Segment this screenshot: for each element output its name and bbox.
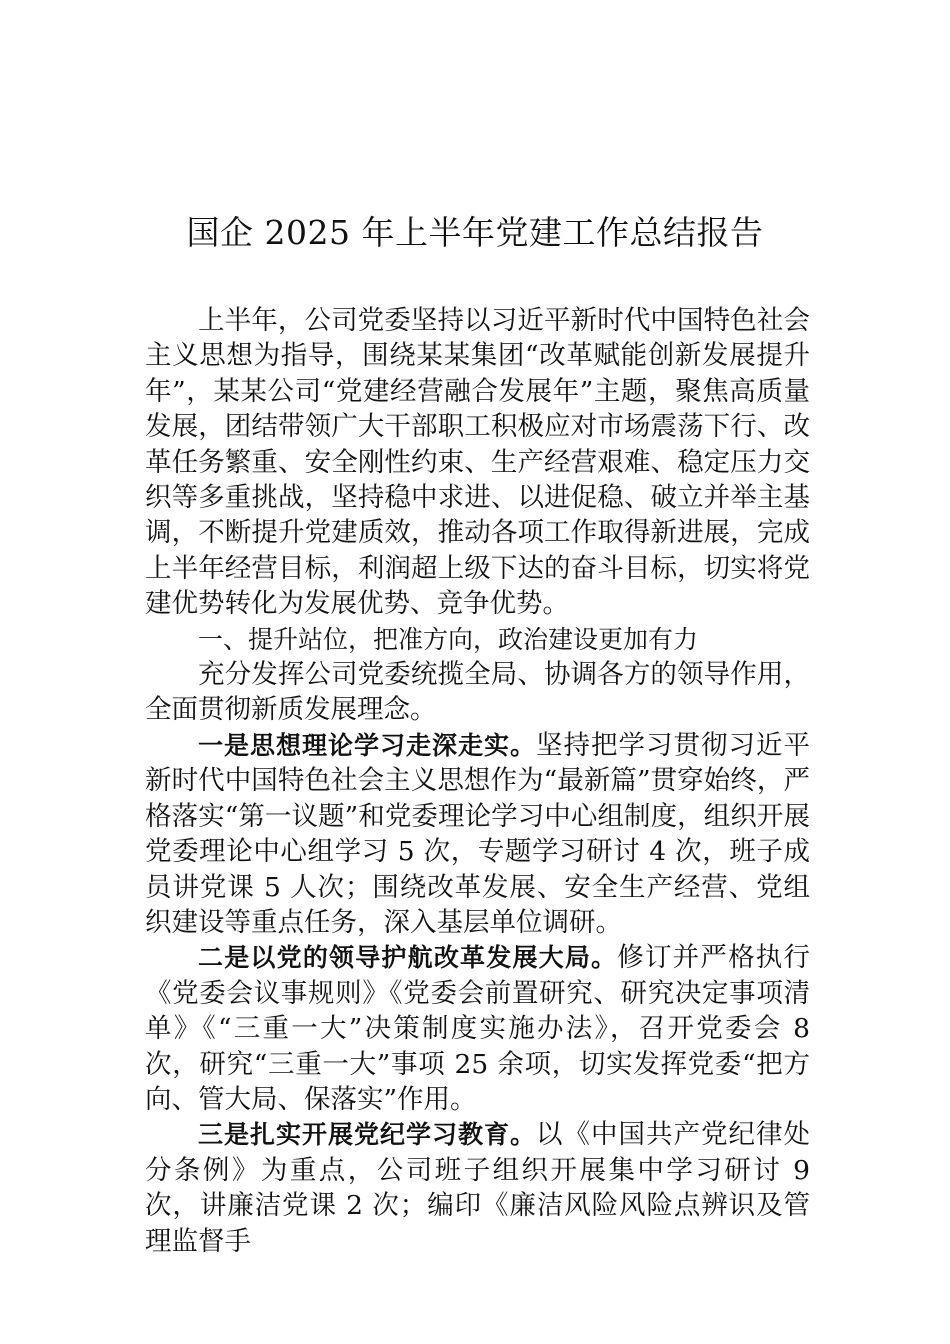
item-paragraph (145, 728, 810, 940)
item-lead: 一是思想理论学习走深走实。 (198, 730, 536, 760)
document-title: 国企 2025 年上半年党建工作总结报告 (186, 213, 764, 252)
item-text: 坚持把学习贯彻习近平新时代中国特色社会主义思想作为“最新篇”贯穿始终，严格落实“第一议题”和党委理论学习中心组制度，组织开展党委理论中心组学习 5 次，专题学习研讨 4 次，班子成员讲党课 5 人次；围绕改革发展、安全生产经营、党组织建设等重点任务，深入基层单位调研。 (145, 729, 810, 938)
item-text: 修订并严格执行《党委会议事规则》《党委会前置研究、研究决定事项清单》《“三重一大”决策制度实施办法》，召开党委会 8 次，研究“三重一大”事项 25 余项，切实发挥党委“把方向、管大局、保落实”作用。 (145, 942, 810, 1115)
section-summary: 充分发挥公司党委统揽全局、协调各方的领导作用，全面贯彻新质发展理念。 (145, 659, 810, 726)
item-paragraph (145, 1117, 810, 1259)
document-body (145, 303, 810, 1259)
intro-paragraph: 上半年，公司党委坚持以习近平新时代中国特色社会主义思想为指导，围绕某某集团“改革赋能创新发展提升年”，某某公司“党建经营融合发展年”主题，聚焦高质量发展，团结带领广大干部职工积极应对市场震荡下行、改革任务繁重、安全刚性约束、生产经营艰难、稳定压力交织等多重挑战，坚持稳中求进、以进促稳、破立并举主基调，不断提升党建质效，推动各项工作取得新进展，完成上半年经营目标，利润超上级下达的奋斗目标，切实将党建优势转化为发展优势、竞争优势。 (145, 305, 810, 620)
item-lead: 三是扎实开展党纪学习教育。 (198, 1120, 536, 1150)
item-lead: 二是以党的领导护航改革发展大局。 (198, 943, 618, 973)
item-text: 以《中国共产党纪律处分条例》为重点，公司班子组织开展集中学习研讨 9 次，讲廉洁党课 2 次；编印《廉洁风险风险点辨识及管理监督手 (145, 1119, 810, 1257)
section-heading: 一、提升站位，把准方向，政治建设更加有力 (198, 624, 699, 654)
item-paragraph (145, 940, 810, 1117)
